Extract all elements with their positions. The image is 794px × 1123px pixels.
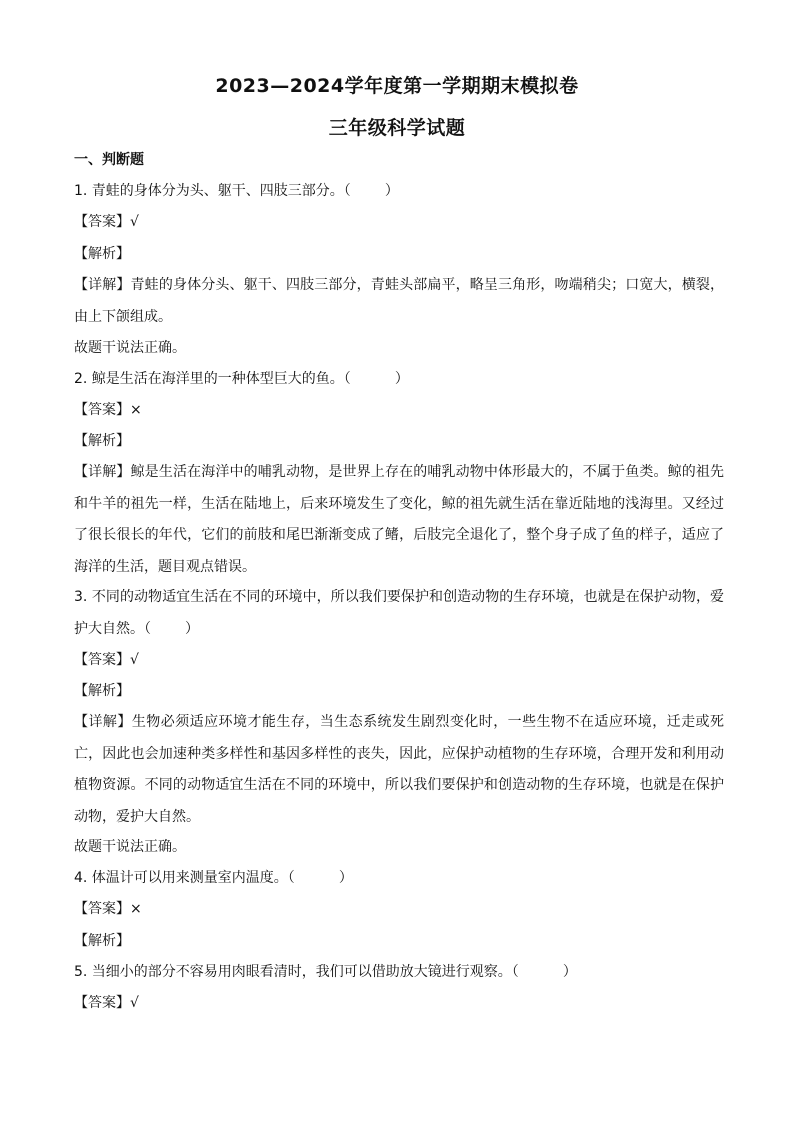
question-1-answer: [74, 212, 724, 232]
question-5-answer: [74, 993, 724, 1013]
answer-label: 【答案】: [74, 214, 130, 230]
detail-label: 【详解】: [74, 714, 132, 730]
question-2-stem-text: 2. 鲸是生活在海洋里的一种体型巨大的鱼。（: [74, 371, 351, 387]
question-4-stem-end: ）: [338, 870, 353, 886]
question-3-stem-end: ）: [185, 620, 199, 637]
question-2-stem-end: ）: [394, 371, 409, 387]
question-5-stem: [74, 962, 724, 982]
question-1-stem: [74, 181, 724, 201]
question-2-analysis-label: 【解析】: [74, 433, 130, 449]
answer-label: 【答案】: [74, 901, 130, 917]
detail-text: 鲸是生活在海洋中的哺乳动物，是世界上存在的哺乳动物中体形最大的，不属于鱼类。鲸的祖先和牛羊的祖先一样，生活在陆地上，后来环境发生了变化，鲸的祖先就生活在靠近陆地的浅海里。又经过了很长很长的年代，它们的前肢和尾巴渐渐变成了鳍，后肢完全退化了，整个身子成了鱼的样子，适应了海洋的生活，题目观点错误。: [74, 464, 725, 575]
question-2-detail: [74, 457, 724, 583]
answer-value: √: [130, 995, 139, 1011]
question-2-stem: [74, 369, 724, 389]
question-2-answer: [74, 400, 724, 420]
answer-label: 【答案】: [74, 995, 130, 1011]
answer-label: 【答案】: [74, 402, 130, 418]
question-3-detail: [74, 707, 724, 833]
question-5-stem-text: 5. 当细小的部分不容易用肉眼看清时，我们可以借助放大镜进行观察。（: [74, 964, 519, 980]
answer-value: √: [130, 214, 139, 230]
detail-label: 【详解】: [74, 464, 131, 480]
question-3-conclusion: 故题干说法正确。: [74, 839, 186, 855]
answer-label: 【答案】: [74, 652, 130, 668]
question-5-stem-end: ）: [562, 964, 577, 980]
question-3-analysis-label: 【解析】: [74, 683, 130, 699]
question-4-analysis-label: 【解析】: [74, 933, 130, 949]
document-title: 2023—2024学年度第一学期期末模拟卷: [215, 75, 579, 97]
section-heading: 一、判断题: [74, 152, 144, 168]
answer-value: √: [130, 652, 139, 668]
question-1-stem-text: 1. 青蛙的身体分为头、躯干、四肢三部分。（: [74, 183, 351, 199]
question-4-answer: [74, 899, 724, 919]
detail-label: 【详解】: [74, 277, 131, 293]
document-subtitle: 三年级科学试题: [328, 117, 466, 139]
question-3-stem-text: 3. 不同的动物适宜生活在不同的环境中，所以我们要保护和创造动物的生存环境，也就是在保护动物，爱护大自然。（: [74, 589, 724, 637]
question-1-conclusion: 故题干说法正确。: [74, 340, 186, 356]
answer-value: ×: [130, 901, 142, 917]
question-1-detail: [74, 270, 724, 333]
question-4-stem-text: 4. 体温计可以用来测量室内温度。（: [74, 870, 295, 886]
question-3-stem: [74, 582, 724, 645]
question-1-stem-end: ）: [384, 183, 399, 199]
question-4-stem: [74, 868, 724, 888]
answer-value: ×: [130, 402, 142, 418]
detail-text: 生物必须适应环境才能生存，当生态系统发生剧烈变化时，一些生物不在适应环境，迁走或死亡，因此也会加速种类多样性和基因多样性的丧失，因此，应保护动植物的生存环境，合理开发和利用动植物资源。不同的动物适宜生活在不同的环境中，所以我们要保护和创造动物的生存环境，也就是在保护动物，爱护大自然。: [74, 714, 725, 825]
detail-text: 青蛙的身体分头、躯干、四肢三部分，青蛙头部扁平，略呈三角形，吻端稍尖；口宽大，横裂，由上下颌组成。: [74, 277, 725, 325]
question-1-analysis-label: 【解析】: [74, 246, 130, 262]
question-3-answer: [74, 650, 724, 670]
